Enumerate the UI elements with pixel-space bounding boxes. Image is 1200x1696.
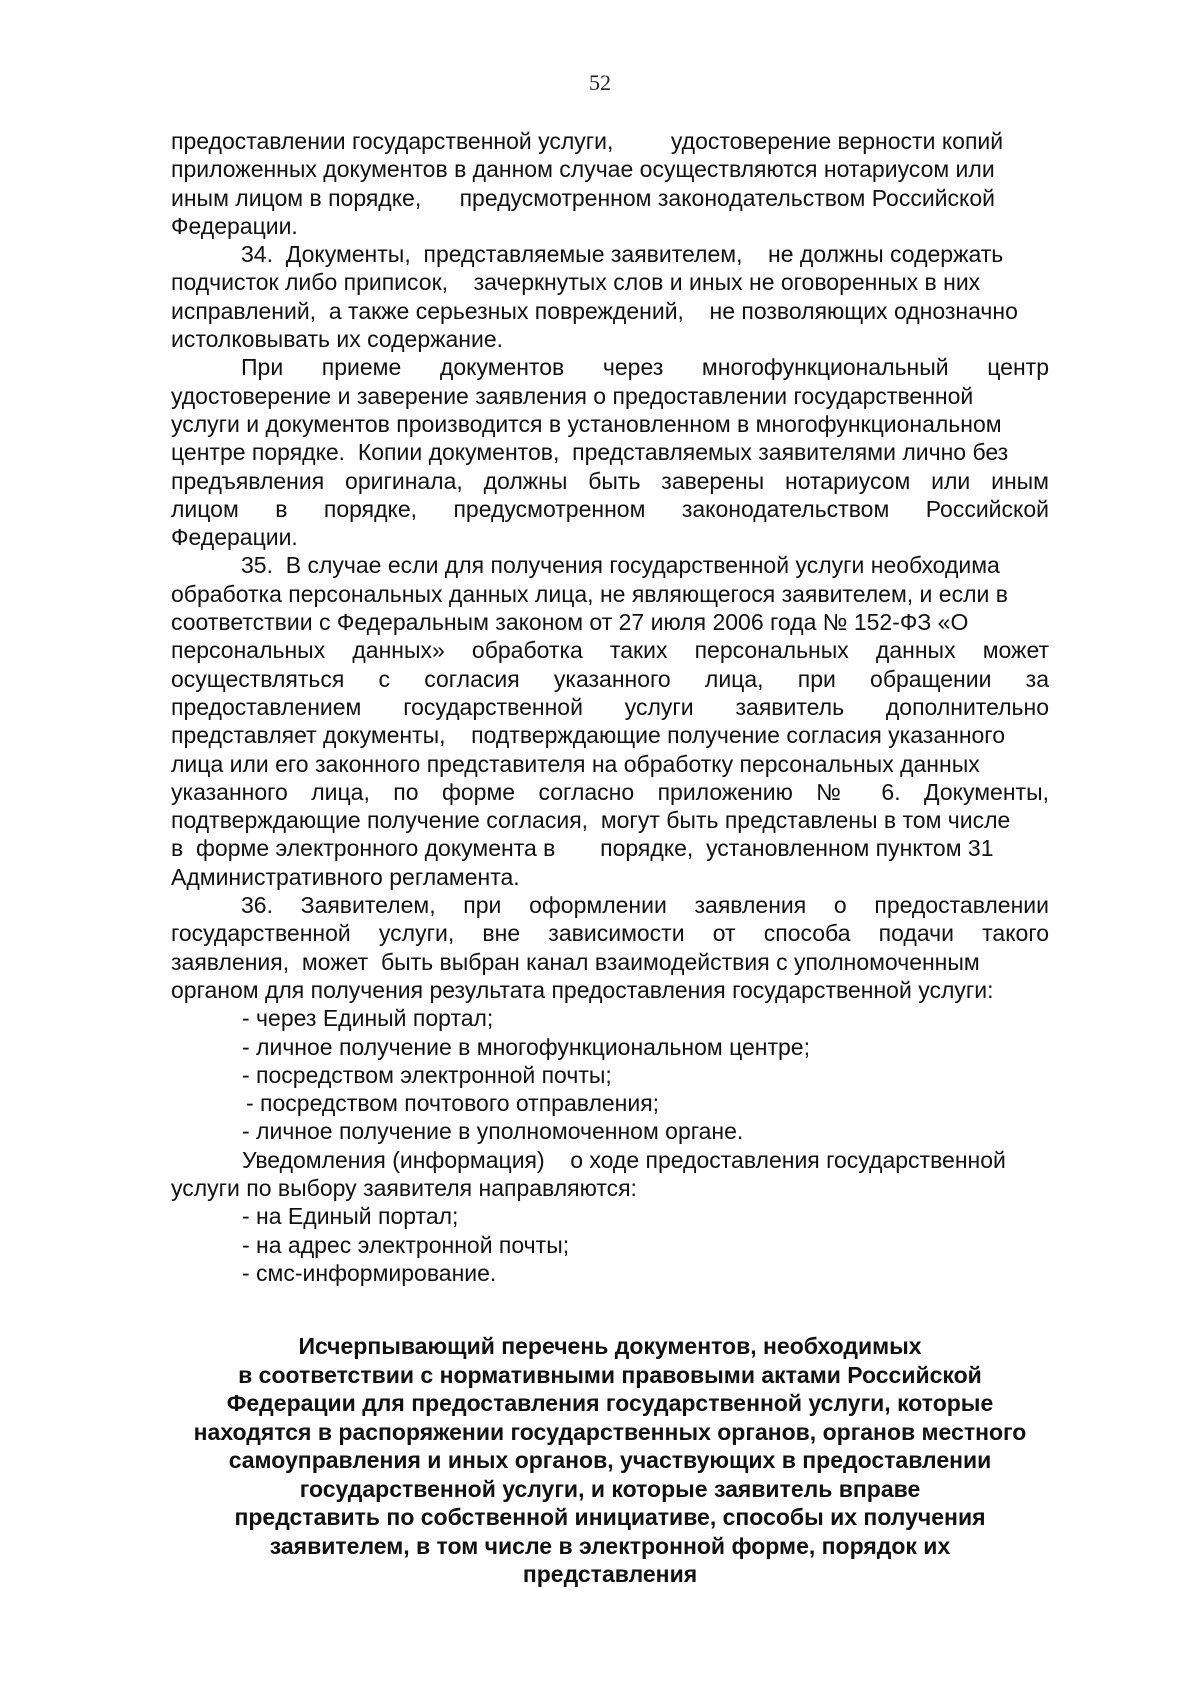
body-line: подтверждающие получение согласия, могут быть представлены в том числе xyxy=(171,807,1011,834)
page-number: 52 xyxy=(589,70,611,95)
body-line: Уведомления (информация) о ходе предоставления государственной xyxy=(242,1146,1006,1173)
body-line: осуществляться с согласия указанного лица, при обращении за xyxy=(171,665,1049,692)
body-line: При приеме документов через многофункциональный центр xyxy=(241,354,1049,381)
body-line: Административного регламента. xyxy=(171,863,520,890)
heading-line: самоуправления и иных органов, участвующих в предоставлении xyxy=(228,1447,992,1473)
body-line: Федерации. xyxy=(171,524,298,551)
body-line: органом для получения результата предоставления государственной услуги: xyxy=(171,976,994,1003)
body-line: иным лицом в порядке, предусмотренном законодательством Российской xyxy=(171,184,995,211)
body-line: услуги и документов производится в установленном в многофункциональном xyxy=(171,410,1002,437)
body-line: предоставлении государственной услуги, удостоверение верности копий xyxy=(171,128,1004,154)
heading-line: представления xyxy=(522,1561,698,1587)
body-line: подчисток либо приписок, зачеркнутых слов и иных не оговоренных в них xyxy=(171,269,981,296)
body-line: - смс-информирование. xyxy=(242,1259,497,1286)
body-line: услуги по выбору заявителя направляются: xyxy=(171,1174,637,1201)
body-line: указанного лица, по форме согласно приложению № 6. Документы, xyxy=(171,778,1049,805)
heading-line: заявителем, в том числе в электронной форме, порядок их xyxy=(269,1532,951,1559)
body-line: соответствии с Федеральным законом от 27 июля 2006 года № 152-ФЗ «О xyxy=(171,609,969,636)
heading-line: представить по собственной инициативе, способы их получения xyxy=(234,1504,986,1530)
body-line: 36. Заявителем, при оформлении заявления о предоставлении xyxy=(241,892,1049,919)
body-line: 35. В случае если для получения государственной услуги необходима xyxy=(241,552,1000,579)
body-line: лица или его законного представителя на обработку персональных данных xyxy=(171,750,980,777)
body-line: персональных данных» обработка таких персональных данных может xyxy=(171,637,1049,664)
body-line: государственной услуги, вне зависимости от способа подачи такого xyxy=(171,920,1049,947)
body-line: - личное получение в многофункциональном центре; xyxy=(242,1033,810,1060)
body-line: - посредством электронной почты; xyxy=(242,1061,612,1088)
heading-line: государственной услуги, и которые заявитель вправе xyxy=(299,1475,921,1502)
section-heading xyxy=(160,1332,1060,1589)
body-line: заявления, может быть выбран канал взаимодействия с уполномоченным xyxy=(171,948,980,975)
body-line: обработка персональных данных лица, не являющегося заявителем, и если в xyxy=(171,580,1008,607)
body-line: - на адрес электронной почты; xyxy=(242,1231,570,1258)
body-line: лицом в порядке, предусмотренном законодательством Российской xyxy=(171,495,1049,522)
body-line: - посредством почтового отправления; xyxy=(246,1090,660,1117)
body-line: 34. Документы, представляемые заявителем, не должны содержать xyxy=(241,241,1004,268)
body-line: удостоверение и заверение заявления о предоставлении государственной xyxy=(171,382,974,409)
body-line: центре порядке. Копии документов, представляемых заявителями лично без xyxy=(171,439,1009,466)
heading-line: Исчерпывающий перечень документов, необходимых xyxy=(298,1333,922,1359)
heading-line: в соответствии с нормативными правовыми актами Российской xyxy=(238,1361,982,1388)
heading-line: Федерации для предоставления государственной услуги, которые xyxy=(226,1390,994,1416)
body-line: - личное получение в уполномоченном органе. xyxy=(242,1118,744,1145)
body-line: в форме электронного документа в порядке, установленном пунктом 31 xyxy=(171,835,994,862)
body-line: истолковывать их содержание. xyxy=(171,326,504,353)
body-line: представляет документы, подтверждающие получение согласия указанного xyxy=(171,722,1005,749)
body-line: Федерации. xyxy=(171,212,298,239)
body-text xyxy=(171,127,1049,1287)
body-line: приложенных документов в данном случае осуществляются нотариусом или xyxy=(171,156,995,183)
body-line: - на Единый портал; xyxy=(242,1203,459,1230)
body-line: предоставлением государственной услуги заявитель дополнительно xyxy=(171,693,1049,720)
heading-line: находятся в распоряжении государственных органов, органов местного xyxy=(193,1418,1027,1445)
body-line: предъявления оригинала, должны быть заверены нотариусом или иным xyxy=(171,467,1049,494)
body-line: - через Единый портал; xyxy=(242,1005,494,1032)
body-line: исправлений, а также серьезных повреждений, не позволяющих однозначно xyxy=(171,297,1018,324)
